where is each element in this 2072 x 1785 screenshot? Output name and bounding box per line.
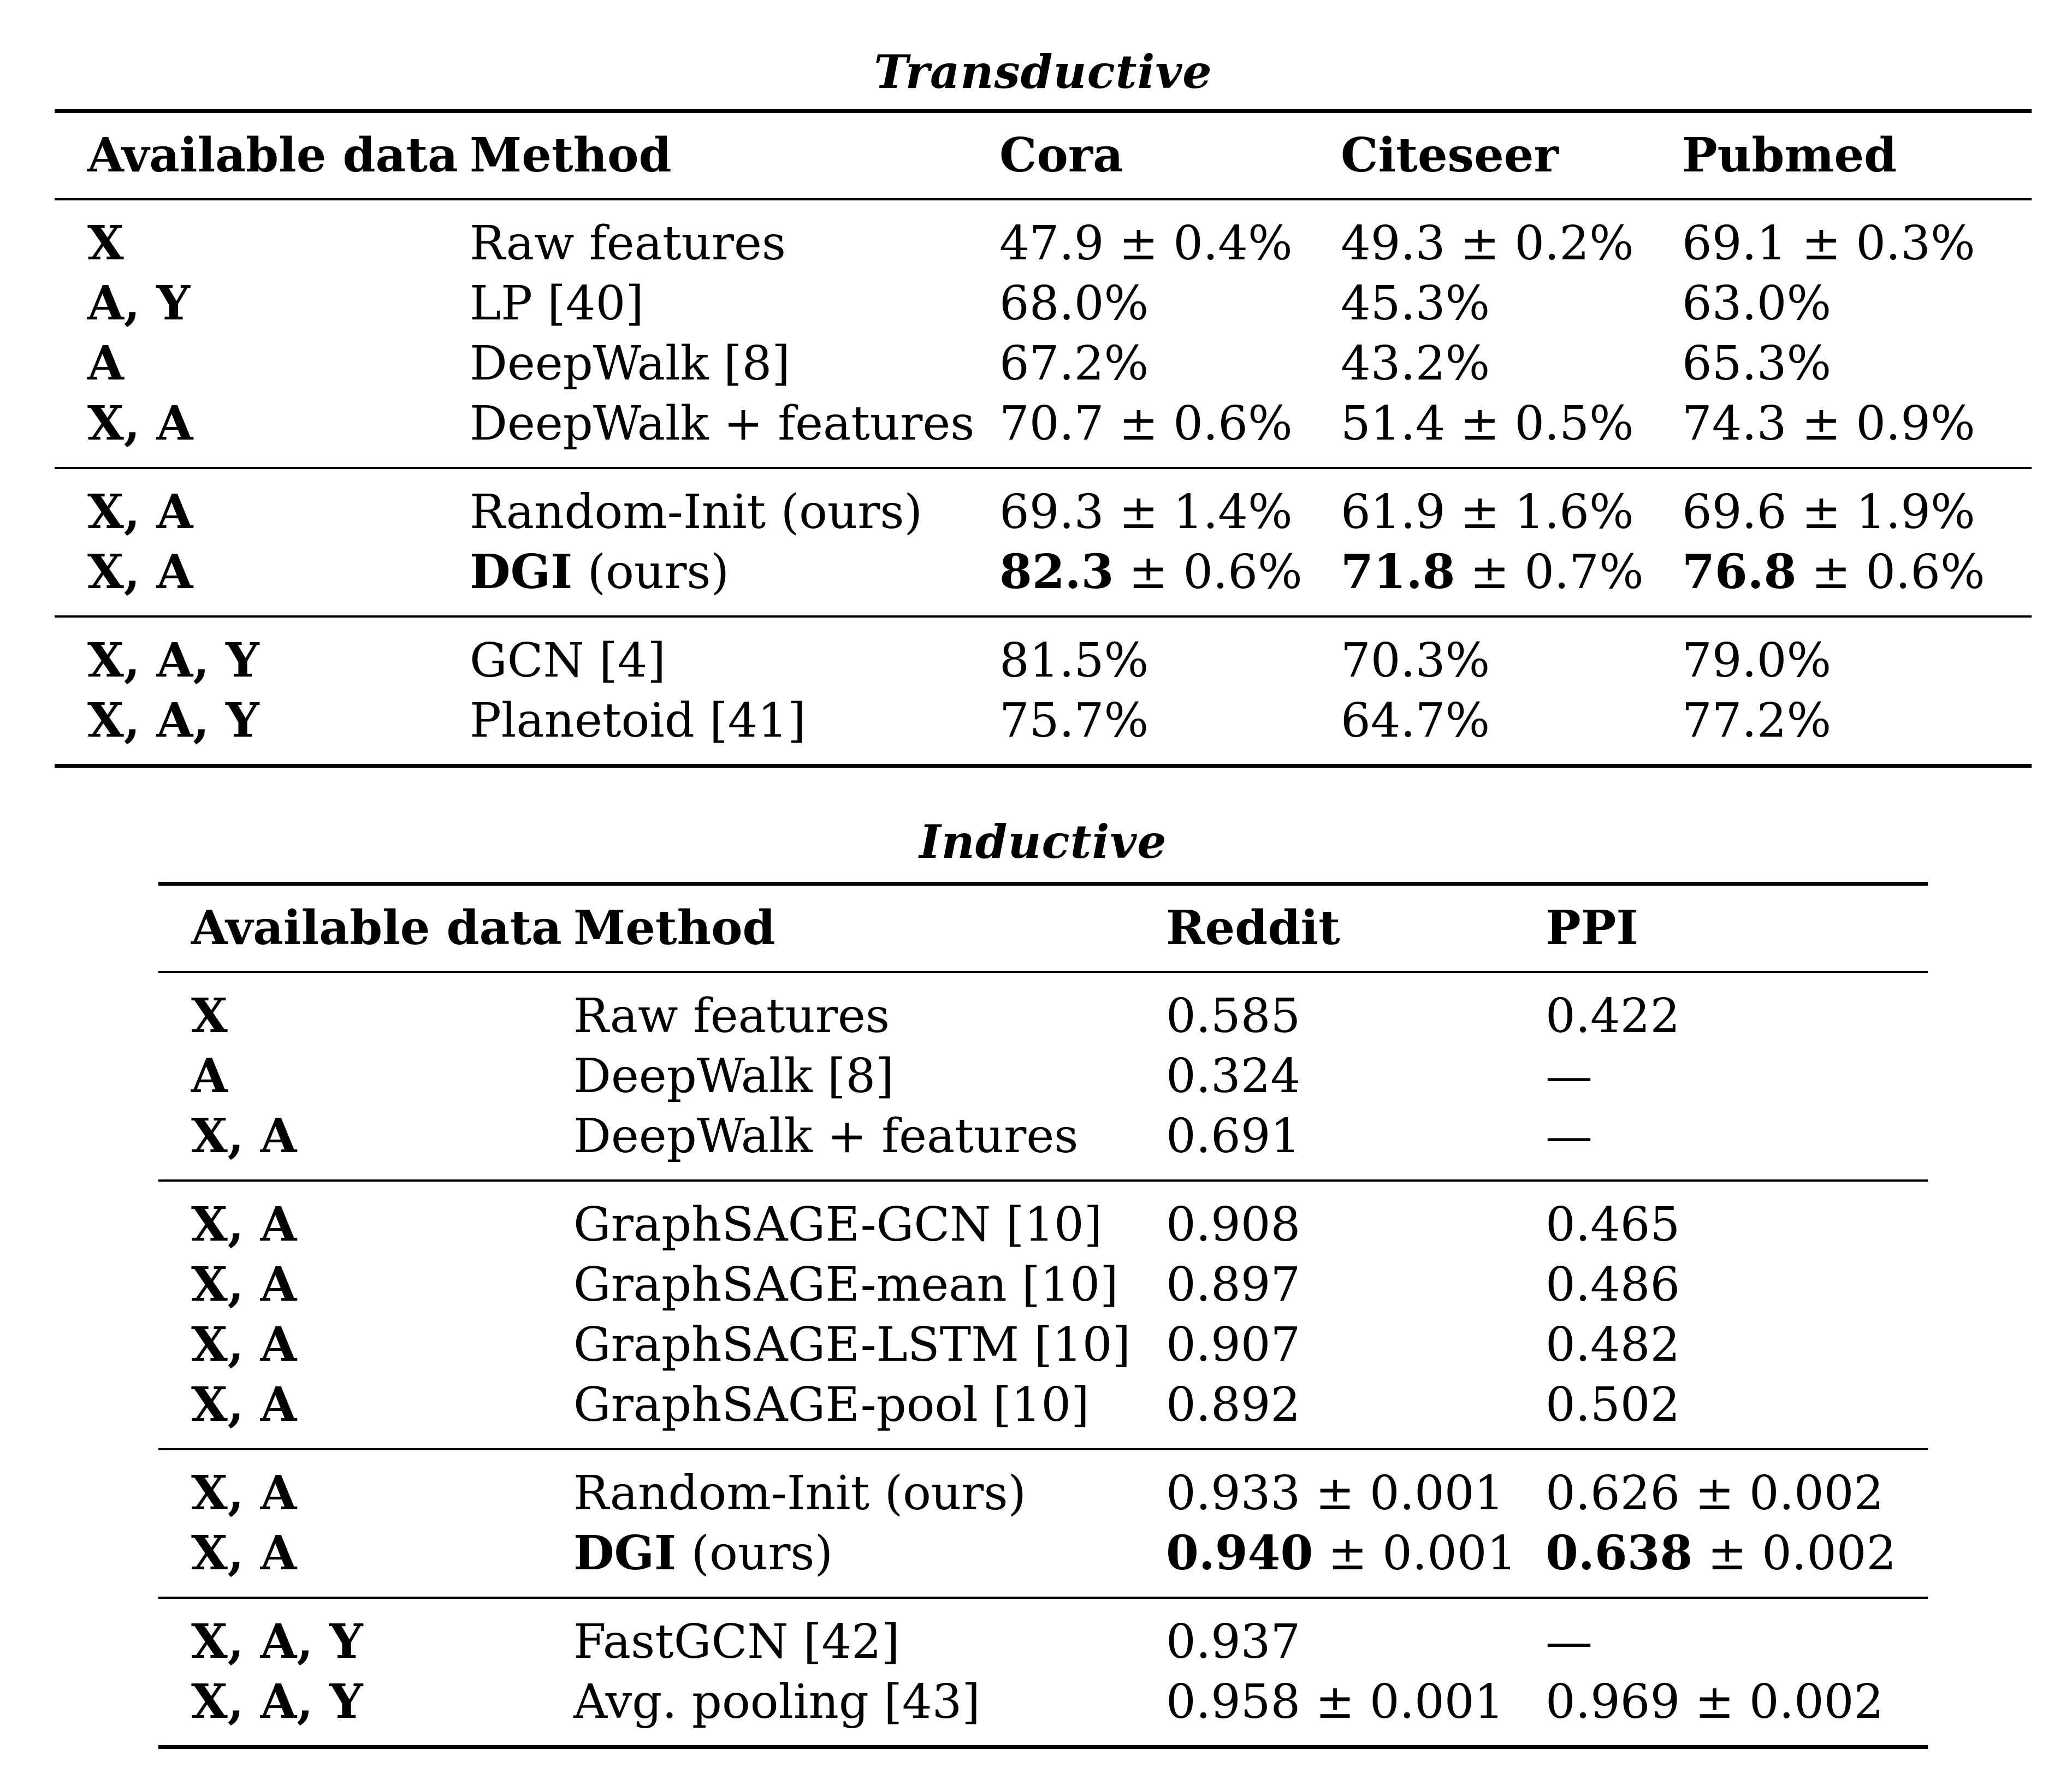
- value-std: ± 0.001: [1313, 1526, 1517, 1581]
- table-row: [55, 274, 2032, 334]
- available-data-cell: X, A, Y: [158, 1672, 573, 1747]
- table-row: [55, 468, 2032, 542]
- citeseer-cell: 45.3%: [1341, 276, 1490, 331]
- best-value: 82.3: [999, 544, 1114, 600]
- table-row: [158, 1106, 1928, 1181]
- available-data-cell: A, Y: [87, 276, 190, 331]
- value-std: ± 0.6%: [1796, 545, 1985, 600]
- method-cell: Raw features: [573, 972, 1166, 1046]
- header-available-data: Available data: [158, 884, 573, 972]
- pubmed-cell: 65.3%: [1682, 336, 1832, 391]
- available-data-cell: X, A: [191, 1108, 297, 1164]
- method-cell: LP [40]: [470, 276, 644, 331]
- pubmed-cell: 69.1 ± 0.3%: [1682, 199, 2032, 274]
- ppi-cell: 0.626 ± 0.002: [1546, 1449, 1928, 1523]
- reddit-cell: 0.907: [1166, 1318, 1301, 1372]
- header-reddit: Reddit: [1166, 884, 1546, 972]
- citeseer-cell: [1341, 542, 1682, 616]
- available-data-cell: X, A: [191, 1257, 297, 1312]
- cora-cell: 81.5%: [999, 616, 1341, 691]
- table-header-row: [55, 111, 2032, 200]
- method-cell: DeepWalk + features: [573, 1109, 1079, 1164]
- table-row: [158, 1046, 1928, 1106]
- method-cell: DeepWalk + features: [470, 396, 975, 451]
- header-available-data: Available data: [55, 111, 470, 200]
- method-cell: Avg. pooling [43]: [573, 1672, 1166, 1747]
- header-citeseer: Citeseer: [1341, 111, 1682, 200]
- transductive-title: Transductive: [874, 45, 1212, 99]
- method-name-bold: DGI: [470, 544, 573, 600]
- table-row: [55, 542, 2032, 616]
- inductive-title: Inductive: [919, 815, 1167, 869]
- cora-cell: 75.7%: [999, 691, 1341, 766]
- method-cell: GraphSAGE-pool [10]: [573, 1378, 1090, 1432]
- cora-cell: 70.7 ± 0.6%: [999, 396, 1293, 451]
- best-value: 71.8: [1341, 544, 1455, 600]
- table-row: [158, 1315, 1928, 1375]
- cora-cell: 47.9 ± 0.4%: [999, 199, 1341, 274]
- cora-cell: [999, 542, 1341, 616]
- ppi-cell: 0.969 ± 0.002: [1546, 1672, 1928, 1747]
- available-data-cell: X, A: [191, 1526, 297, 1581]
- table-row: [158, 972, 1928, 1046]
- inductive-table-block: [158, 775, 1928, 1758]
- pubmed-cell: 63.0%: [1682, 276, 1832, 331]
- available-data-cell: X, A, Y: [55, 691, 470, 766]
- table-row: [158, 1672, 1928, 1747]
- reddit-cell: 0.585: [1166, 972, 1546, 1046]
- available-data-cell: A: [191, 1048, 228, 1104]
- method-cell: Random-Init (ours): [573, 1449, 1166, 1523]
- citeseer-cell: 64.7%: [1341, 691, 1682, 766]
- value-std: ± 0.002: [1692, 1526, 1897, 1581]
- ppi-cell: 0.465: [1546, 1181, 1928, 1255]
- reddit-cell: 0.908: [1166, 1181, 1546, 1255]
- table-row: [55, 616, 2032, 691]
- available-data-cell: X, A: [55, 468, 470, 542]
- method-cell: Planetoid [41]: [470, 691, 999, 766]
- available-data-cell: X, A: [158, 1449, 573, 1523]
- citeseer-cell: 51.4 ± 0.5%: [1341, 396, 1634, 451]
- method-name-bold: DGI: [573, 1526, 677, 1581]
- method-cell: GCN [4]: [470, 616, 999, 691]
- method-cell: GraphSAGE-mean [10]: [573, 1258, 1118, 1312]
- reddit-cell: [1166, 1523, 1546, 1598]
- header-cora: Cora: [999, 111, 1341, 200]
- reddit-cell: 0.324: [1166, 1049, 1301, 1104]
- best-value: 0.638: [1546, 1526, 1693, 1581]
- ppi-cell: 0.502: [1546, 1378, 1680, 1432]
- available-data-cell: X: [55, 199, 470, 274]
- available-data-cell: A: [87, 336, 124, 391]
- best-value: 0.940: [1166, 1526, 1313, 1581]
- pubmed-cell: [1682, 542, 2032, 616]
- method-cell: DeepWalk [8]: [573, 1049, 894, 1104]
- table-row: [55, 334, 2032, 394]
- value-std: ± 0.6%: [1114, 545, 1303, 600]
- table-row: [158, 1181, 1928, 1255]
- ppi-cell: —: [1546, 1598, 1928, 1672]
- available-data-cell: X, A: [87, 544, 193, 600]
- transductive-table-block: [55, 0, 2032, 764]
- transductive-table: [55, 109, 2032, 768]
- pubmed-cell: 79.0%: [1682, 616, 2032, 691]
- available-data-cell: X: [158, 972, 573, 1046]
- table-row: [158, 1449, 1928, 1523]
- citeseer-cell: 43.2%: [1341, 336, 1490, 391]
- method-cell: FastGCN [42]: [573, 1598, 1166, 1672]
- table-row: [158, 1375, 1928, 1449]
- table-row: [55, 691, 2032, 766]
- table-header-row: [158, 884, 1928, 972]
- ppi-cell: —: [1546, 1049, 1593, 1104]
- inductive-table: [158, 882, 1928, 1749]
- reddit-cell: 0.897: [1166, 1258, 1301, 1312]
- ppi-cell: 0.422: [1546, 972, 1928, 1046]
- table-row: [158, 1598, 1928, 1672]
- method-cell: Random-Init (ours): [470, 468, 999, 542]
- header-ppi: PPI: [1546, 884, 1928, 972]
- header-method: Method: [470, 111, 999, 200]
- ppi-cell: [1546, 1523, 1928, 1598]
- citeseer-cell: 70.3%: [1341, 616, 1682, 691]
- reddit-cell: 0.958 ± 0.001: [1166, 1672, 1546, 1747]
- table-row: [55, 199, 2032, 274]
- method-cell: [470, 542, 999, 616]
- table-row: [55, 394, 2032, 468]
- reddit-cell: 0.892: [1166, 1378, 1301, 1432]
- value-std: ± 0.7%: [1455, 545, 1644, 600]
- header-pubmed: Pubmed: [1682, 111, 2032, 200]
- cora-cell: 69.3 ± 1.4%: [999, 468, 1341, 542]
- method-suffix: (ours): [572, 545, 730, 600]
- available-data-cell: X, A: [87, 396, 193, 451]
- ppi-cell: —: [1546, 1109, 1593, 1164]
- available-data-cell: X, A: [191, 1317, 297, 1372]
- available-data-cell: X, A: [191, 1377, 297, 1432]
- reddit-cell: 0.933 ± 0.001: [1166, 1449, 1546, 1523]
- method-cell: Raw features: [470, 199, 999, 274]
- pubmed-cell: 69.6 ± 1.9%: [1682, 468, 2032, 542]
- table-row: [158, 1255, 1928, 1315]
- citeseer-cell: 61.9 ± 1.6%: [1341, 468, 1682, 542]
- available-data-cell: X, A, Y: [55, 616, 470, 691]
- citeseer-cell: 49.3 ± 0.2%: [1341, 199, 1682, 274]
- pubmed-cell: 77.2%: [1682, 691, 2032, 766]
- table-row: [158, 1523, 1928, 1598]
- header-method: Method: [573, 884, 1166, 972]
- reddit-cell: 0.691: [1166, 1109, 1301, 1164]
- method-suffix: (ours): [676, 1526, 833, 1581]
- method-cell: DeepWalk [8]: [470, 336, 790, 391]
- available-data-cell: X, A, Y: [158, 1598, 573, 1672]
- ppi-cell: 0.482: [1546, 1318, 1680, 1372]
- best-value: 76.8: [1682, 544, 1797, 600]
- cora-cell: 68.0%: [999, 276, 1149, 331]
- available-data-cell: X, A: [158, 1181, 573, 1255]
- method-cell: GraphSAGE-LSTM [10]: [573, 1318, 1130, 1372]
- ppi-cell: 0.486: [1546, 1258, 1680, 1312]
- method-cell: GraphSAGE-GCN [10]: [573, 1181, 1166, 1255]
- pubmed-cell: 74.3 ± 0.9%: [1682, 396, 1975, 451]
- cora-cell: 67.2%: [999, 336, 1149, 391]
- reddit-cell: 0.937: [1166, 1598, 1546, 1672]
- method-cell: [573, 1523, 1166, 1598]
